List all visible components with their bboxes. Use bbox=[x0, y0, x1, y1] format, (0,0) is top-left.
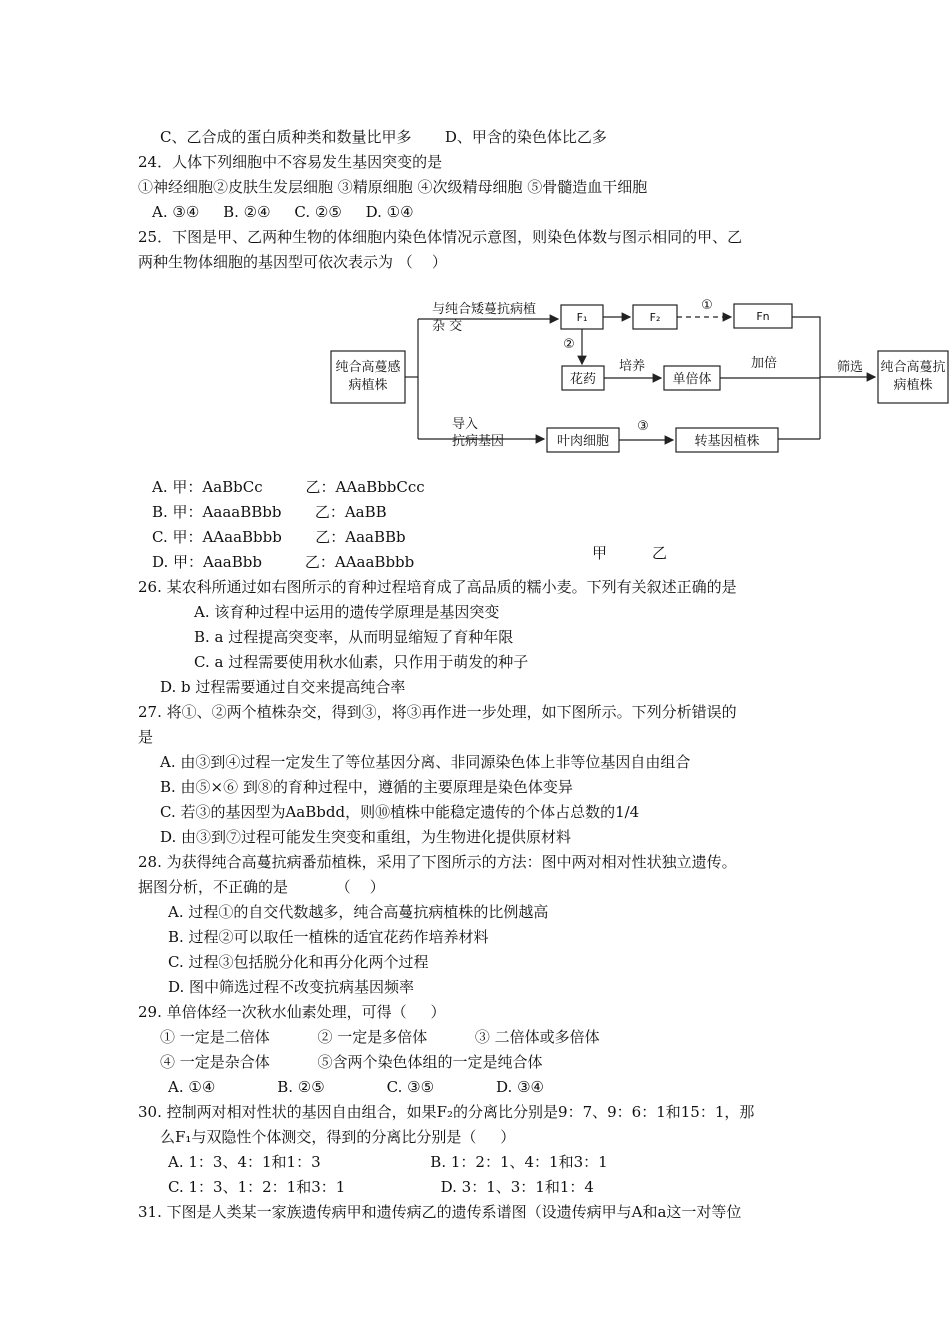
culture-label: 培养 bbox=[618, 359, 646, 374]
text-line-l24: A. 过程①的自交代数越多，纯合高蔓抗病植株的比例越高 bbox=[168, 903, 549, 921]
text-line-l12: A. 该育种过程中运用的遗传学原理是基因突变 bbox=[194, 603, 500, 621]
import-label-1: 导入 bbox=[452, 417, 479, 432]
import-label-2: 抗病基因 bbox=[452, 434, 505, 449]
text-line-l27: D. 图中筛选过程不改变抗病基因频率 bbox=[168, 978, 415, 996]
text-line-l23: 据图分析，不正确的是 （ ） bbox=[138, 878, 385, 896]
text-line-l36: 31. 下图是人类某一家族遗传病甲和遗传病乙的遗传系谱图（设遗传病甲与A和a这一对等位 bbox=[138, 1203, 742, 1221]
haploid-label: 单倍体 bbox=[672, 372, 712, 387]
start-box bbox=[331, 351, 405, 403]
text-line-l13: B. a 过程提高突变率，从而明显缩短了育种年限 bbox=[194, 628, 514, 646]
double-label: 加倍 bbox=[750, 356, 778, 371]
cross-label-2: 杂 交 bbox=[432, 319, 463, 334]
text-line-l09: C. 甲：AAaaBbbb 乙：AaaBBb bbox=[152, 528, 406, 546]
text-line-l20: C. 若③的基因型为AaBbdd，则⑩植株中能稳定遗传的个体占总数的1/4 bbox=[160, 803, 640, 821]
start-box-line2: 病植株 bbox=[348, 378, 388, 393]
step1-marker: ① bbox=[701, 298, 713, 313]
text-line-l31: A. ①④ B. ②⑤ C. ③⑤ D. ③④ bbox=[168, 1078, 544, 1096]
text-line-l22: 28. 为获得纯合高蔓抗病番茄植株，采用了下图所示的方法：图中两对相对性状独立遗传。 bbox=[138, 853, 737, 871]
text-line-l29: ① 一定是二倍体 ② 一定是多倍体 ③ 二倍体或多倍体 bbox=[160, 1028, 600, 1046]
text-line-l32: 30. 控制两对相对性状的基因自由组合，如果F₂的分离比分别是9：7、9：6：1和15：1，那 bbox=[138, 1103, 755, 1121]
mesophyll-label: 叶肉细胞 bbox=[556, 434, 610, 449]
step3-marker: ③ bbox=[637, 419, 649, 434]
anther-label: 花药 bbox=[569, 372, 597, 387]
end-box-line2: 病植株 bbox=[893, 378, 933, 393]
text-line-l15: D. b 过程需要通过自交来提高纯合率 bbox=[160, 678, 406, 696]
select-label: 筛选 bbox=[836, 360, 864, 375]
text-line-l34: A. 1：3、4：1和1：3 B. 1：2：1、4：1和3：1 bbox=[168, 1153, 608, 1171]
end-box bbox=[878, 351, 948, 403]
text-line-l25: B. 过程②可以取任一植株的适宜花药作培养材料 bbox=[168, 928, 489, 946]
text-line-l26: C. 过程③包括脱分化和再分化两个过程 bbox=[168, 953, 429, 971]
cross-label-1: 与纯合矮蔓抗病植 bbox=[432, 302, 537, 317]
text-line-l03: ①神经细胞②皮肤生发层细胞 ③精原细胞 ④次级精母细胞 ⑤骨髓造血干细胞 bbox=[138, 178, 648, 196]
start-box-line1: 纯合高蔓感 bbox=[335, 360, 401, 375]
text-line-l05: 25．下图是甲、乙两种生物的体细胞内染色体情况示意图，则染色体数与图示相同的甲、乙 bbox=[138, 228, 743, 246]
figure-label-jia: 甲 bbox=[592, 544, 608, 562]
text-line-l33: 么F₁与双隐性个体测交，得到的分离比分别是（ ） bbox=[160, 1128, 516, 1146]
text-line-l10: D. 甲：AaaBbb 乙：AAaaBbbb bbox=[152, 553, 415, 571]
f1-label: F₁ bbox=[576, 311, 588, 324]
text-line-l01: C、乙合成的蛋白质种类和数量比甲多 D、甲含的染色体比乙多 bbox=[160, 128, 607, 146]
text-line-l02: 24．人体下列细胞中不容易发生基因突变的是 bbox=[138, 153, 443, 171]
text-line-l16: 27. 将①、②两个植株杂交，得到③，将③再作进一步处理，如下图所示。下列分析错误的 bbox=[138, 703, 737, 721]
end-box-line1: 纯合高蔓抗 bbox=[880, 360, 946, 375]
text-line-l18: A. 由③到④过程一定发生了等位基因分离、非同源染色体上非等位基因自由组合 bbox=[160, 753, 691, 771]
text-line-l07: A. 甲：AaBbCc 乙：AAaBbbCcc bbox=[152, 478, 425, 496]
text-line-l17: 是 bbox=[138, 728, 154, 746]
text-line-l14: C. a 过程需要使用秋水仙素，只作用于萌发的种子 bbox=[194, 653, 529, 671]
text-line-l28: 29. 单倍体经一次秋水仙素处理，可得（ ） bbox=[138, 1003, 446, 1021]
f2-label: F₂ bbox=[649, 311, 661, 324]
text-line-l11: 26. 某农科所通过如右图所示的育种过程培育成了高品质的糯小麦。下列有关叙述正确的是 bbox=[138, 578, 737, 596]
figure-label-yi: 乙 bbox=[652, 544, 668, 562]
breeding-flow-diagram bbox=[0, 0, 950, 470]
text-line-l19: B. 由⑤×⑥ 到⑧的育种过程中，遵循的主要原理是染色体变异 bbox=[160, 778, 573, 796]
text-line-l06: 两种生物体细胞的基因型可依次表示为 （ ） bbox=[138, 253, 447, 271]
text-line-l35: C. 1：3、1：2：1和3：1 D. 3：1、3：1和1：4 bbox=[168, 1178, 594, 1196]
step2-marker: ② bbox=[563, 337, 575, 352]
transgenic-label: 转基因植株 bbox=[694, 434, 760, 449]
text-line-l04: A. ③④ B. ②④ C. ②⑤ D. ①④ bbox=[152, 203, 414, 221]
text-line-l08: B. 甲：AaaaBBbb 乙：AaBB bbox=[152, 503, 387, 521]
text-line-l21: D. 由③到⑦过程可能发生突变和重组，为生物进化提供原材料 bbox=[160, 828, 572, 846]
text-line-l30: ④ 一定是杂合体 ⑤含两个染色体组的一定是纯合体 bbox=[160, 1053, 543, 1071]
fn-label: Fn bbox=[756, 310, 770, 323]
